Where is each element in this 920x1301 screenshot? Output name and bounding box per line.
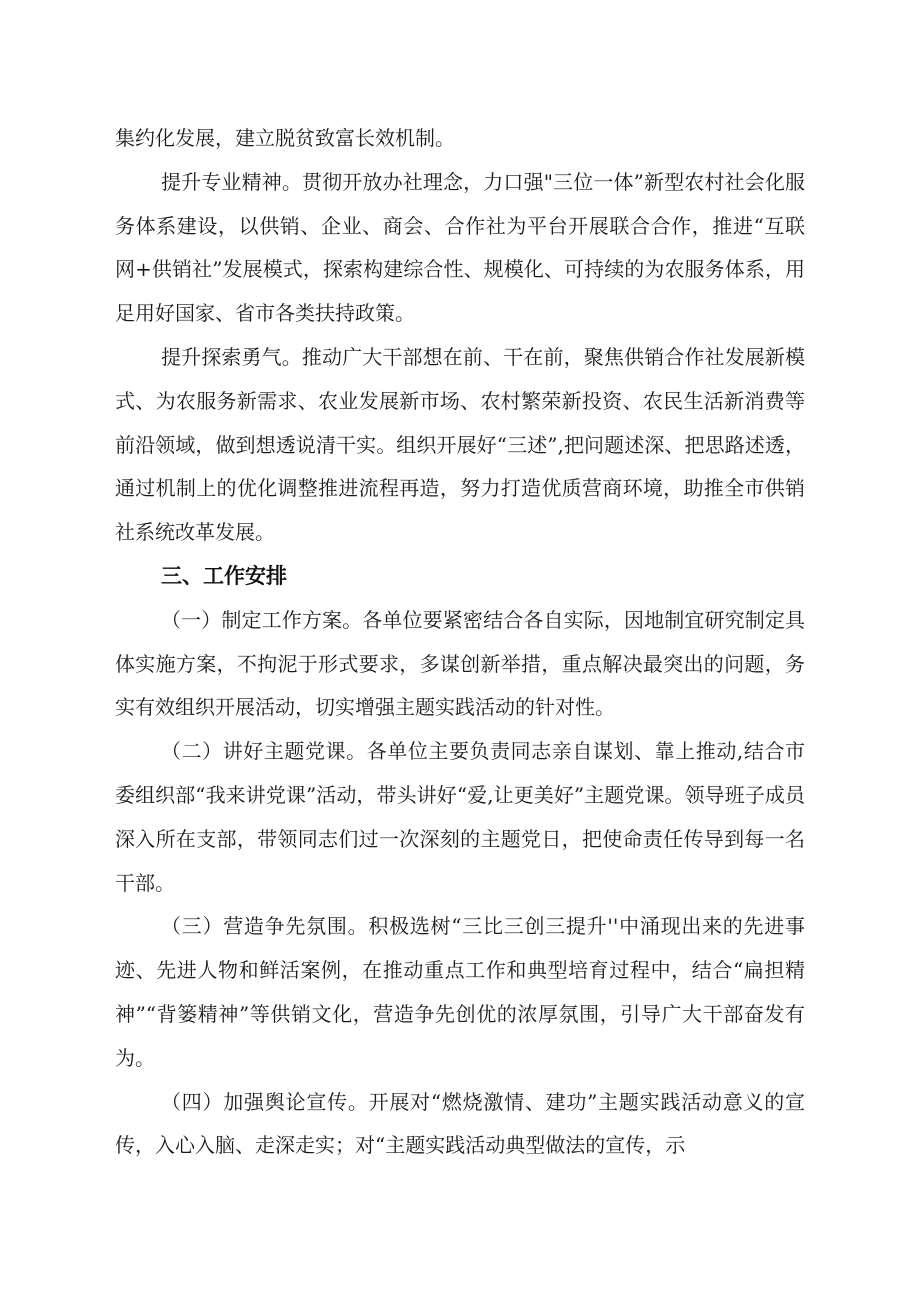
item-competitive-atmosphere: （三）营造争先氛围。积极选树“三比三创三提升''中涌现出来的先进事迹、先进人物和鲜活案例，在推动重点工作和典型培育过程中，结合“扁担精神”“背篓精神”等供销文化，营造争先创优的浓厚氛围，引导广大干部奋发有为。 xyxy=(115,914,805,1070)
section-heading-work-arrangement: 三、工作安排 xyxy=(161,563,287,588)
document-body xyxy=(115,117,805,1168)
paragraph-exploration-courage: 提升探索勇气。推动广大干部想在前、干在前，聚焦供销合作社发展新模式、为农服务新需求、农业发展新市场、农村繁荣新投资、农民生活新消费等前沿领域，做到想透说清干实。组织开展好“三述”,把问题述深、把思路述透，通过机制上的优化调整推进流程再造，努力打造优质营商环境，助推全市供销社系统改革发展。 xyxy=(115,344,805,545)
item-party-lesson: （二）讲好主题党课。各单位主要负责同志亲自谋划、靠上推动,结合市委组织部“我来讲党课”活动，带头讲好“爱,让更美好”主题党课。领导班子成员深入所在支部，带领同志们过一次深刻的主题党日，把使命责任传导到每一名干部。 xyxy=(115,739,805,895)
item-work-plan: （一）制定工作方案。各单位要紧密结合各自实际，因地制宜研究制定具体实施方案，不拘泥于形式要求，多谋创新举措，重点解决最突出的问题，务实有效组织开展活动，切实增强主题实践活动的针对性。 xyxy=(115,607,805,720)
paragraph-continuation: 集约化发展，建立脱贫致富长效机制。 xyxy=(115,126,455,150)
item-publicity: （四）加强舆论宣传。开展对“燃烧激情、建功”主题实践活动意义的宣传，入心入脑、走深走实；对“主题实践活动典型做法的宣传，示 xyxy=(115,1089,805,1158)
paragraph-professional-spirit: 提升专业精神。贯彻开放办社理念，力口强"三位一体”新型农村社会化服务体系建设，以供销、企业、商会、合作社为平台开展联合合作，推进“互联网+供销社”发展模式，探索构建综合性、规模化、可持续的为农服务体系，用足用好国家、省市各类扶持政策。 xyxy=(115,169,805,326)
